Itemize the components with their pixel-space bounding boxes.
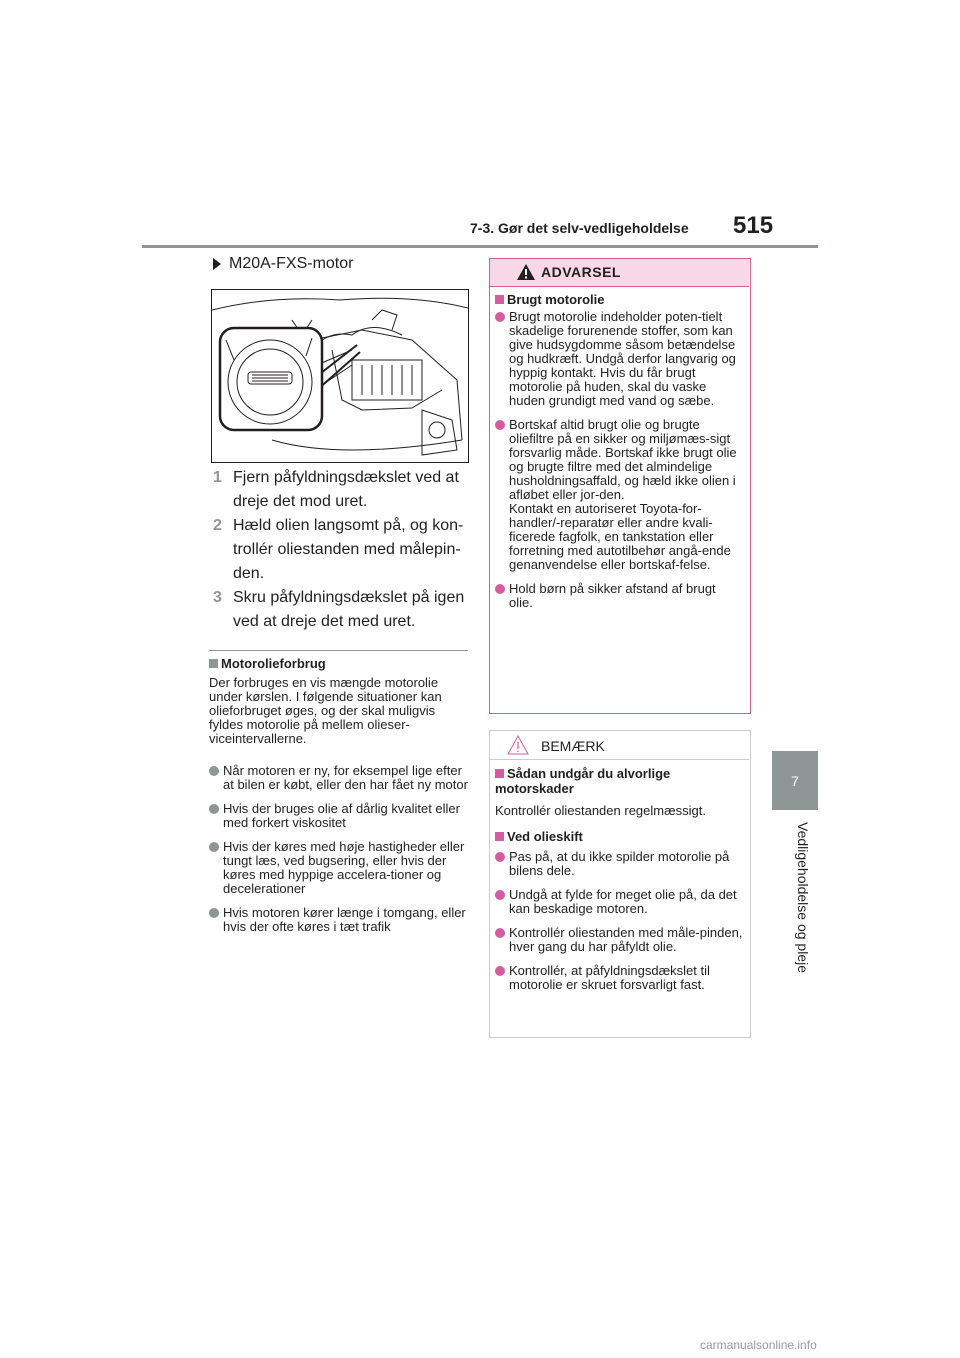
step-2 bbox=[213, 514, 471, 586]
oil-consumption-text: Der forbruges en vis mængde motorolie under kørslen. I følgende situationer kan olieforbruget øges, og der skal muligvis fyldes motorolie på mellem olieser-viceintervallerne. bbox=[209, 675, 442, 746]
list-item bbox=[495, 964, 743, 992]
warning-bullets bbox=[495, 310, 743, 620]
square-bullet-icon bbox=[495, 832, 504, 841]
used-oil-title-text: Brugt motorolie bbox=[507, 292, 605, 307]
note-label: BEMÆRK bbox=[541, 738, 605, 754]
oil-consumption-title bbox=[209, 656, 326, 671]
bullet-icon bbox=[209, 842, 219, 852]
engine-heading bbox=[213, 255, 353, 273]
bullet-icon bbox=[209, 766, 219, 776]
oil-change-title bbox=[495, 829, 583, 844]
bullet-icon bbox=[495, 890, 505, 900]
oil-consumption-title-text: Motorolieforbrug bbox=[221, 656, 326, 671]
step-text: Hæld olien langsomt på, og kon-trollér oliestanden med målepin-den. bbox=[233, 517, 464, 582]
step-number: 1 bbox=[213, 469, 222, 486]
list-item bbox=[209, 840, 471, 896]
list-item-text: Hold børn på sikker afstand af brugt olie. bbox=[509, 581, 716, 610]
warning-triangle-icon bbox=[516, 263, 536, 286]
bullet-icon bbox=[209, 804, 219, 814]
step-text: Fjern påfyldningsdækslet ved at dreje det mod uret. bbox=[233, 469, 459, 510]
note-rule bbox=[490, 759, 749, 760]
step-number: 3 bbox=[213, 589, 222, 606]
square-bullet-icon bbox=[495, 769, 504, 778]
list-item bbox=[495, 850, 743, 878]
oil-consumption-bullets bbox=[209, 764, 471, 944]
bullet-icon bbox=[495, 928, 505, 938]
engine-heading-text: M20A-FXS-motor bbox=[229, 255, 354, 272]
list-item bbox=[495, 418, 743, 572]
list-item bbox=[209, 802, 471, 830]
step-number: 2 bbox=[213, 517, 222, 534]
page-number: 515 bbox=[733, 212, 774, 239]
engine-illustration bbox=[211, 289, 469, 463]
note-bullets bbox=[495, 850, 743, 1002]
header-rule bbox=[142, 245, 818, 248]
oil-change-title-text: Ved olieskift bbox=[507, 829, 583, 844]
square-bullet-icon bbox=[495, 295, 504, 304]
list-item bbox=[209, 764, 471, 792]
list-item-text: Brugt motorolie indeholder poten-tielt skadelige forurenende stoffer, som kan give hudsygdomme såsom betændelse og hudkræft. Undgå derfor langvarig og hyppig kontakt. Hvis du får brugt motorolie på huden, skal du vaske huden grundigt med vand og sæbe. bbox=[509, 309, 736, 408]
list-item-text: Bortskaf altid brugt olie og brugte oliefiltre på en sikker og miljømæs-sigt forsvarlig måde. Bortskaf ikke brugt olie og brugte filtre med det almindelige husholdningsaffald, og hæld ikke olien i afløbet eller jor-den. Kontakt en autoriseret Toyota-for-handler/-reparatør eller andre kvali-ficerede fagfolk, en tankstation eller forretning med autotilbehør angå-ende genanvendelse eller bortskaf-felse. bbox=[509, 417, 737, 572]
list-item-text: Hvis der køres med høje hastigheder eller tungt læs, ved bugsering, eller hvis der køres med hyppige accelera-tioner og decelerationer bbox=[223, 839, 465, 896]
list-item bbox=[495, 310, 743, 408]
list-item-text: Undgå at fylde for meget olie på, da det kan beskadige motoren. bbox=[509, 887, 737, 916]
section-rule bbox=[209, 650, 468, 651]
section-header: 7-3. Gør det selv-vedligeholdelse bbox=[470, 220, 689, 236]
list-item-text: Når motoren er ny, for eksempel lige efter at bilen er købt, eller den har fået ny motor bbox=[223, 763, 468, 792]
list-item bbox=[495, 926, 743, 954]
list-item bbox=[209, 906, 471, 934]
chapter-tab bbox=[772, 751, 818, 810]
step-1 bbox=[213, 466, 471, 514]
list-item bbox=[495, 582, 743, 610]
bullet-icon bbox=[495, 584, 505, 594]
list-item-text: Hvis der bruges olie af dårlig kvalitet eller med forkert viskositet bbox=[223, 801, 460, 830]
bullet-icon bbox=[495, 966, 505, 976]
avoid-damage-title-text: Sådan undgår du alvorlige motorskader bbox=[495, 766, 671, 796]
chapter-number: 7 bbox=[791, 772, 799, 789]
list-item-text: Hvis motoren kører længe i tomgang, eller hvis der ofte køres i tæt trafik bbox=[223, 905, 466, 934]
watermark: carmanualsonline.info bbox=[700, 1338, 817, 1352]
caution-triangle-icon bbox=[507, 735, 529, 760]
warning-label: ADVARSEL bbox=[541, 264, 621, 280]
list-item-text: Kontrollér oliestanden med måle-pinden, hver gang du har påfyldt olie. bbox=[509, 925, 743, 954]
avoid-damage-text: Kontrollér oliestanden regelmæssigt. bbox=[495, 803, 706, 818]
list-item bbox=[495, 888, 743, 916]
list-item-text: Pas på, at du ikke spilder motorolie på bilens dele. bbox=[509, 849, 730, 878]
bullet-icon bbox=[495, 852, 505, 862]
bullet-icon bbox=[495, 420, 505, 430]
used-oil-title bbox=[495, 292, 605, 307]
square-bullet-icon bbox=[209, 659, 218, 668]
triangle-right-icon bbox=[213, 258, 221, 270]
bullet-icon bbox=[495, 312, 505, 322]
list-item-text: Kontrollér, at påfyldningsdækslet til motorolie er skruet forsvarligt fast. bbox=[509, 963, 710, 992]
step-3 bbox=[213, 586, 471, 634]
avoid-damage-title bbox=[495, 766, 735, 796]
bullet-icon bbox=[209, 908, 219, 918]
engine-bay-drawing bbox=[212, 290, 468, 462]
step-text: Skru påfyldningsdækslet på igen ved at dreje det med uret. bbox=[233, 589, 465, 630]
chapter-title: Vedligeholdelse og pleje bbox=[795, 822, 811, 974]
